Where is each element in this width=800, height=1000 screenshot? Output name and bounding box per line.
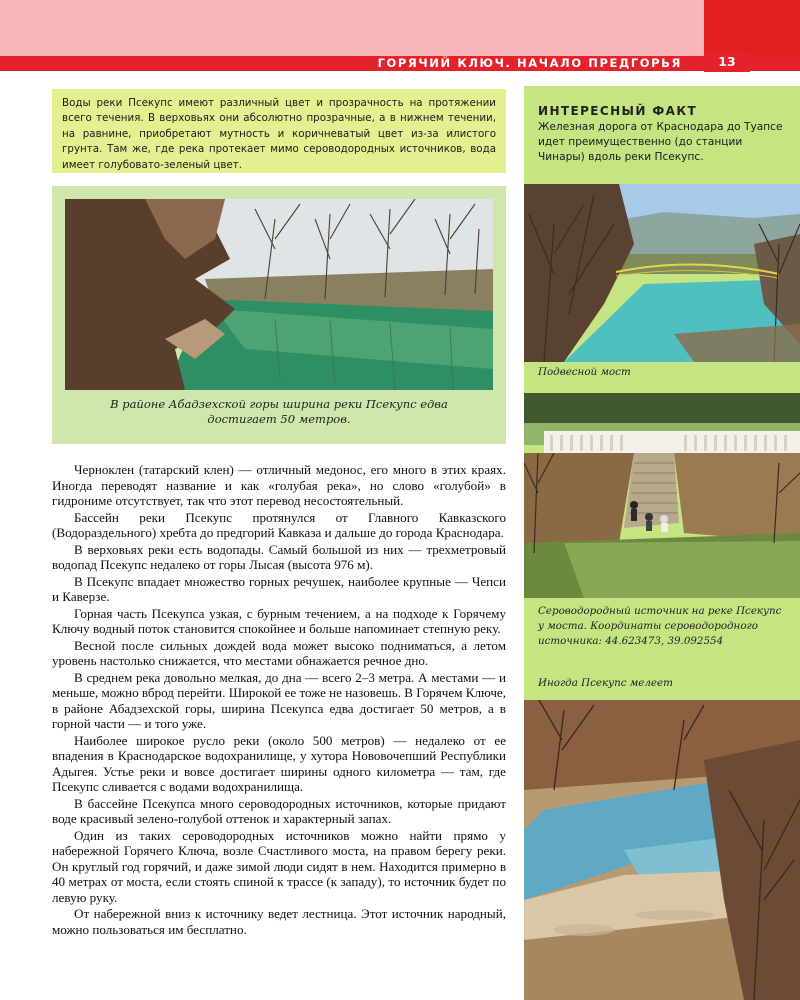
photo-caption-bridge: Подвесной мост <box>538 366 631 378</box>
paragraph: В верховьях реки есть водопады. Самый большой из них — трехметровый водопад Псекупс недалеко от горы Лысая (высота 976 м). <box>52 541 506 572</box>
paragraph: В среднем река довольно мелкая, до дна — всего 2–3 метра. А местами — и меньше, можно вброд перейти. Широкой ее тоже не назовешь. В Горячем Ключе, в районе Абадзехской горы, ширина Псекупса едва достигает 50 метров, а в горной части — и того уже. <box>52 669 506 731</box>
paragraph: Горная часть Псекупса узкая, с бурным течением, а на подходе к Горячему Ключу водный поток становится спокойнее и больше напоминает степную реку. <box>52 605 506 636</box>
page-title: ГОРЯЧИЙ КЛЮЧ. НАЧАЛО ПРЕДГОРЬЯ <box>377 56 682 70</box>
paragraph: В Псекупс впадает множество горных речушек, наиболее крупные — Чепси и Каверзе. <box>52 573 506 604</box>
intro-text-box: Воды реки Псекупс имеют различный цвет и прозрачность на протяжении всего течения. В верховьях они абсолютно прозрачные, а в нижнем течении, на равнине, приобретают мутность и коричневатый цвет из-за илистого грунта. Там же, где река протекает мимо сероводородных источников, вода имеет голубовато-зеленый цвет. <box>52 89 506 173</box>
header-band <box>0 0 800 56</box>
main-figure <box>52 186 506 444</box>
photo-caption-shallow: Иногда Псекупс мелеет <box>538 677 673 689</box>
hydrogen-sulfide-spring-photo <box>524 393 800 598</box>
page-number: 13 <box>704 52 750 72</box>
body-text <box>52 462 506 938</box>
paragraph: От набережной вниз к источнику ведет лестница. Этот источник народный, можно пользоваться им бесплатно. <box>52 906 506 937</box>
paragraph: Один из таких сероводородных источников можно найти прямо у набережной Горячего Ключа, возле Счастливого моста, на правом берегу реки. Он круглый год горячий, и даже зимой люди сидят в нем. Находится примерно в 40 метрах от моста, если стоять спиной к трассе (к западу), то источник будет по левую руку. <box>52 827 506 905</box>
shallow-river-photo <box>524 700 800 1000</box>
header-corner-block <box>704 0 800 56</box>
paragraph: Черноклен (татарский клен) — отличный медонос, его много в этих краях. Иногда переводят название и как «голубая река», но слово «голубой» в гидрониме отсутствует, так что этот перевод несостоятельный. <box>52 462 506 508</box>
suspension-bridge-photo <box>524 184 800 362</box>
fact-title: ИНТЕРЕСНЫЙ ФАКТ <box>538 104 698 118</box>
photo-caption-spring: Сероводородный источник на реке Псекупс у моста. Координаты сероводородного источника: 44.623473, 39.092554 <box>538 605 782 647</box>
fact-text: Железная дорога от Краснодара до Туапсе идет преимущественно (до станции Чинары) вдоль реки Псекупс. <box>538 121 783 163</box>
paragraph: Наиболее широкое русло реки (около 500 метров) — недалеко от ее впадения в Краснодарское водохранилище, у хутора Нововочепший Республики Адыгея. Устье реки и вовсе достигает ширины одного километра — там, где Псекупс сливается с водами водохранилища. <box>52 732 506 794</box>
abadzekh-mountain-river-photo <box>65 199 493 390</box>
interesting-fact <box>538 104 788 165</box>
paragraph: Весной после сильных дождей вода может высоко подниматься, а летом уровень настолько снижается, что местами обнажается речное дно. <box>52 637 506 668</box>
main-figure-caption: В районе Абадзехской горы ширина реки Псекупс едва достигает 50 метров. <box>110 397 448 426</box>
paragraph: В бассейне Псекупса много сероводородных источников, которые придают воде красивый зелено-голубой оттенок и характерный запах. <box>52 795 506 826</box>
paragraph: Бассейн реки Псекупс протянулся от Главного Кавказского (Водораздельного) хребта до предгорий Кавказа и дальше до города Краснодара. <box>52 509 506 540</box>
